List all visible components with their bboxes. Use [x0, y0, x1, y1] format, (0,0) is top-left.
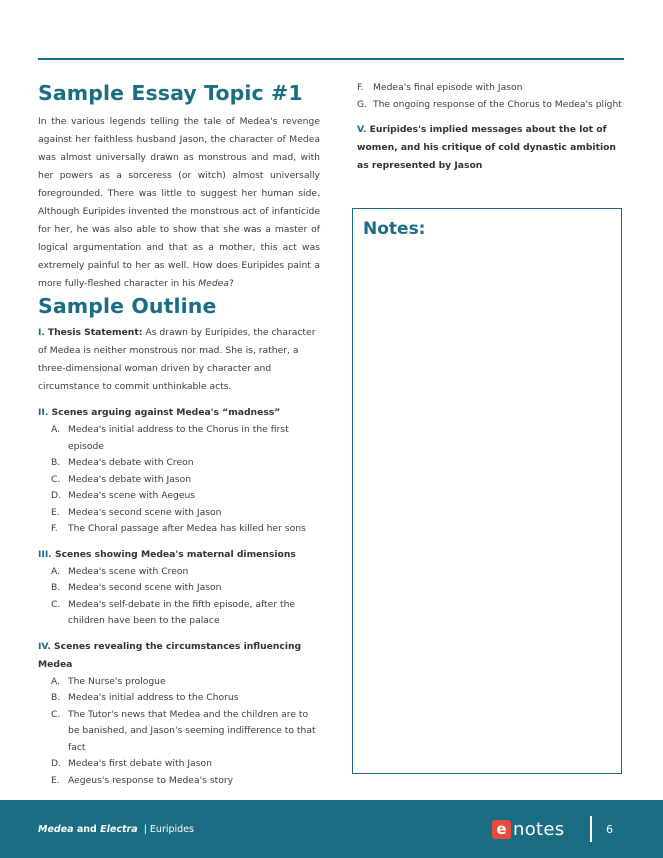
enotes-e-icon: e	[492, 820, 511, 839]
section-heading-iv: IV. Scenes revealing the circumstances influencing Medea	[38, 640, 302, 670]
page-number: 6	[606, 823, 613, 836]
list-item: E. Medea's second scene with Jason	[51, 506, 222, 518]
list-item: C. The Tutor's news that Medea and the children are to be banished, and Jason's seeming indifference to that fact	[51, 708, 316, 753]
list-item: A. The Nurse's prologue	[51, 675, 166, 687]
footer-divider	[590, 816, 592, 842]
essay-topic-title: Sample Essay Topic #1	[38, 81, 303, 105]
thesis-statement: I. Thesis Statement: As drawn by Euripides, the character of Medea is neither monstrous nor mad. She is, rather, a three-dimensional woman driven by character and circumstance to commit unthinkable acts.	[38, 327, 316, 392]
section-heading-v: V. Euripides's implied messages about the lot of women, and his critique of cold dynastic ambition as represented by Jason	[357, 124, 616, 171]
section-heading-iii: III. Scenes showing Medea's maternal dimensions	[38, 548, 296, 560]
list-item: A. Medea's initial address to the Chorus in the first episode	[51, 424, 289, 452]
enotes-logo[interactable]: e notes	[492, 818, 564, 840]
list-item: B. Medea's initial address to the Chorus	[51, 692, 239, 703]
list-item: F. Medea's final episode with Jason	[357, 82, 523, 93]
section-iii-list	[38, 564, 320, 630]
list-item: G. The ongoing response of the Chorus to Medea's plight	[357, 98, 622, 110]
list-item: C. Medea's debate with Jason	[51, 473, 192, 485]
list-item: D. Medea's first debate with Jason	[51, 758, 212, 769]
top-rule	[38, 58, 624, 60]
notes-box	[352, 208, 622, 774]
footer-bar	[0, 800, 663, 858]
list-item: A. Medea's scene with Creon	[51, 565, 189, 577]
list-item: C. Medea's self-debate in the fifth episode, after the children have been to the palace	[51, 598, 296, 626]
section-heading-ii: II. Scenes arguing against Medea's “madness”	[38, 407, 281, 418]
list-item: B. Medea's debate with Creon	[51, 457, 194, 468]
footer-author: Euripides	[149, 824, 194, 835]
essay-topic-body: In the various legends telling the tale of Medea's revenge against her faithless husband Jason, the character of Medea was almost universally drawn as monstrous and mad, with her powers as a sorceress (or witch) almost universally foregrounded. There was little to suggest her human side. Although Euripides invented the monstrous act of infanticide for her, he was also able to show that she was a master of logical argumentation and that as a mother, this act was extremely painful to her as well. How does Euripides paint a more fully-fleshed character in his Medea?	[38, 116, 320, 289]
section-iv-list-left	[38, 674, 320, 790]
list-item: D. Medea's scene with Aegeus	[51, 490, 196, 501]
left-column	[38, 80, 320, 789]
list-item: B. Medea's second scene with Jason	[51, 582, 222, 593]
right-column	[357, 80, 623, 175]
list-item: F. The Choral passage after Medea has killed her sons	[51, 523, 306, 534]
footer-book-title: Medea and Electra | Euripides	[38, 824, 194, 835]
section-iv-list-right	[357, 80, 623, 113]
notes-title: Notes:	[363, 219, 426, 239]
play-title-italic: Medea	[198, 278, 229, 289]
list-item: E. Aegeus's response to Medea's story	[51, 774, 234, 786]
section-ii-list	[38, 422, 320, 538]
outline-title: Sample Outline	[38, 294, 217, 318]
